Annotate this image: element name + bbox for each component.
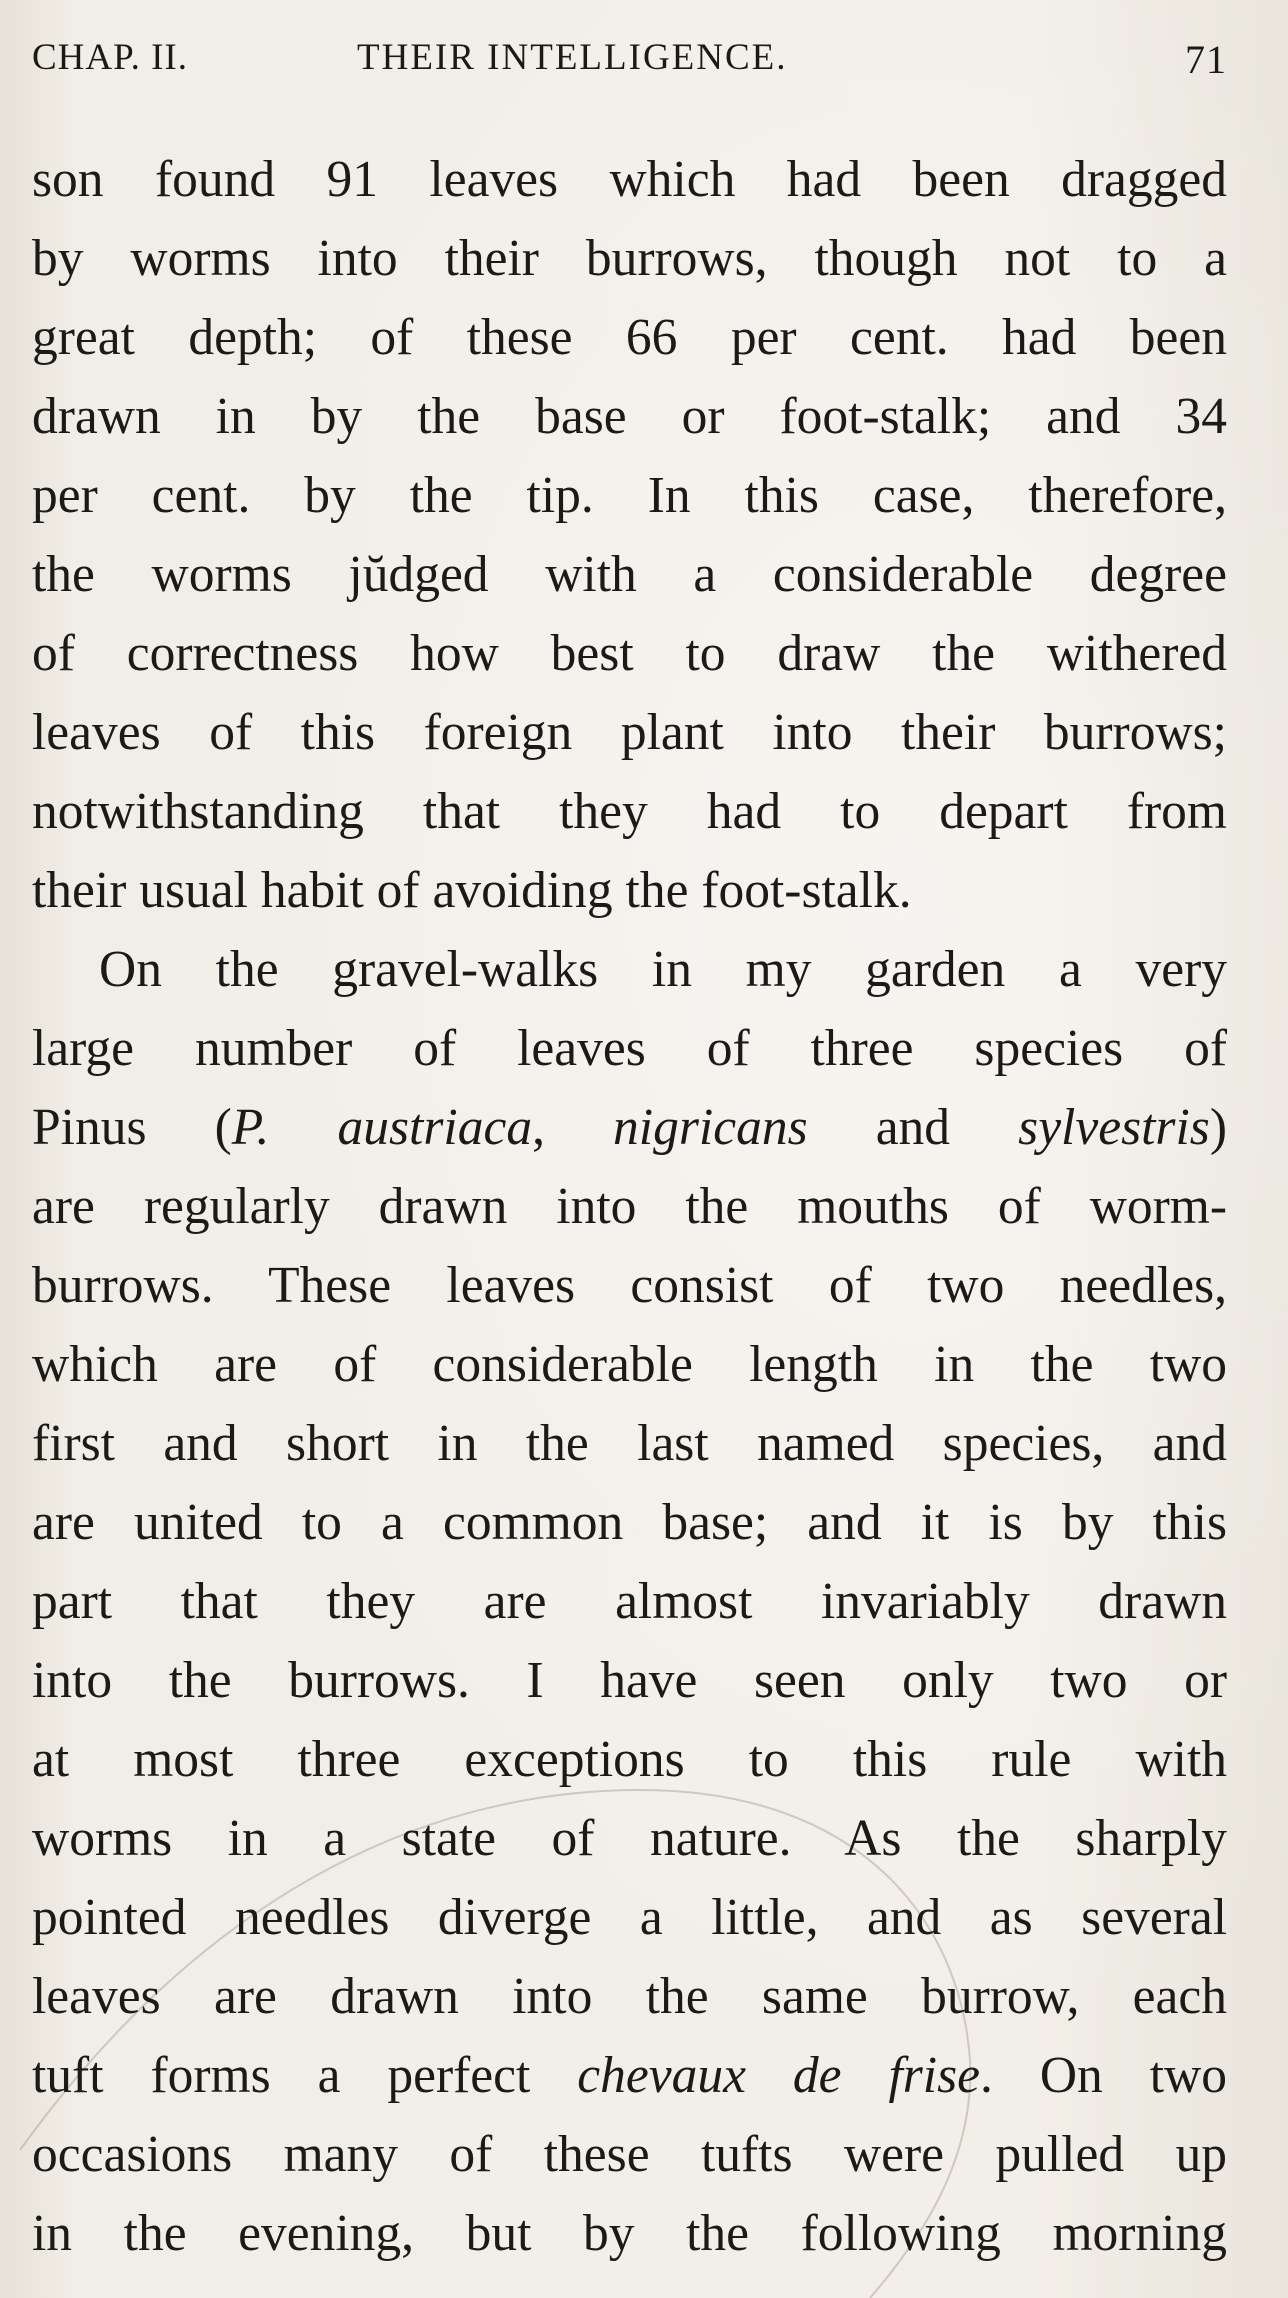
text-line: drawn in by the base or foot-stalk; and 34 [32,388,1227,445]
text-line: great depth; of these 66 per cent. had been [32,309,1227,366]
text-line: occasions many of these tufts were pulled up [32,2126,1227,2183]
text-line: are united to a common base; and it is by this [32,1494,1227,1551]
text-line: son found 91 leaves which had been dragged [32,151,1227,208]
text-line [32,1088,1227,1167]
text-line: at most three exceptions to this rule with [32,1731,1227,1788]
text-segment: , [532,1099,614,1156]
text-line: leaves of this foreign plant into their burrows; [32,704,1227,761]
text-segment: . On two [980,2047,1227,2104]
text-line: of correctness how best to draw the withered [32,625,1227,682]
running-header [32,36,1227,96]
running-title: THEIR INTELLIGENCE. [357,37,788,78]
text-line: notwithstanding that they had to depart from [32,783,1227,840]
text-line: their usual habit of avoiding the foot-stalk. [32,862,912,919]
text-segment: tuft forms a perfect [32,2047,578,2104]
text-line: first and short in the last named species, and [32,1415,1227,1472]
text-line: per cent. by the tip. In this case, therefore, [32,467,1227,524]
text-line: by worms into their burrows, though not to a [32,230,1227,287]
text-line: are regularly drawn into the mouths of worm- [32,1178,1227,1235]
body-text [32,140,1227,2273]
text-segment: and [807,1099,1019,1156]
text-line: the worms jŭdged with a considerable degree [32,546,1227,603]
text-line: burrows. These leaves consist of two needles, [32,1257,1227,1314]
text-line: part that they are almost invariably drawn [32,1573,1227,1630]
italic-text: sylvestris [1018,1099,1210,1156]
italic-text: chevaux de frise [577,2047,981,2104]
text-line: into the burrows. I have seen only two or [32,1652,1227,1709]
page-number: 71 [1185,37,1227,82]
text-line [32,2036,1227,2115]
text-segment: ) [1209,1099,1227,1156]
text-line: On the gravel-walks in my garden a very [99,941,1227,998]
text-line: which are of considerable length in the two [32,1336,1227,1393]
italic-text: nigricans [613,1099,808,1156]
text-line: large number of leaves of three species of [32,1020,1227,1077]
text-line: pointed needles diverge a little, and as several [32,1889,1227,1946]
text-line: in the evening, but by the following morning [32,2205,1227,2262]
text-line: worms in a state of nature. As the sharply [32,1810,1227,1867]
chapter-label: CHAP. II. [32,37,188,78]
text-line: leaves are drawn into the same burrow, each [32,1968,1227,2025]
text-segment: Pinus ( [32,1099,232,1156]
italic-text: P. austriaca [231,1099,533,1156]
